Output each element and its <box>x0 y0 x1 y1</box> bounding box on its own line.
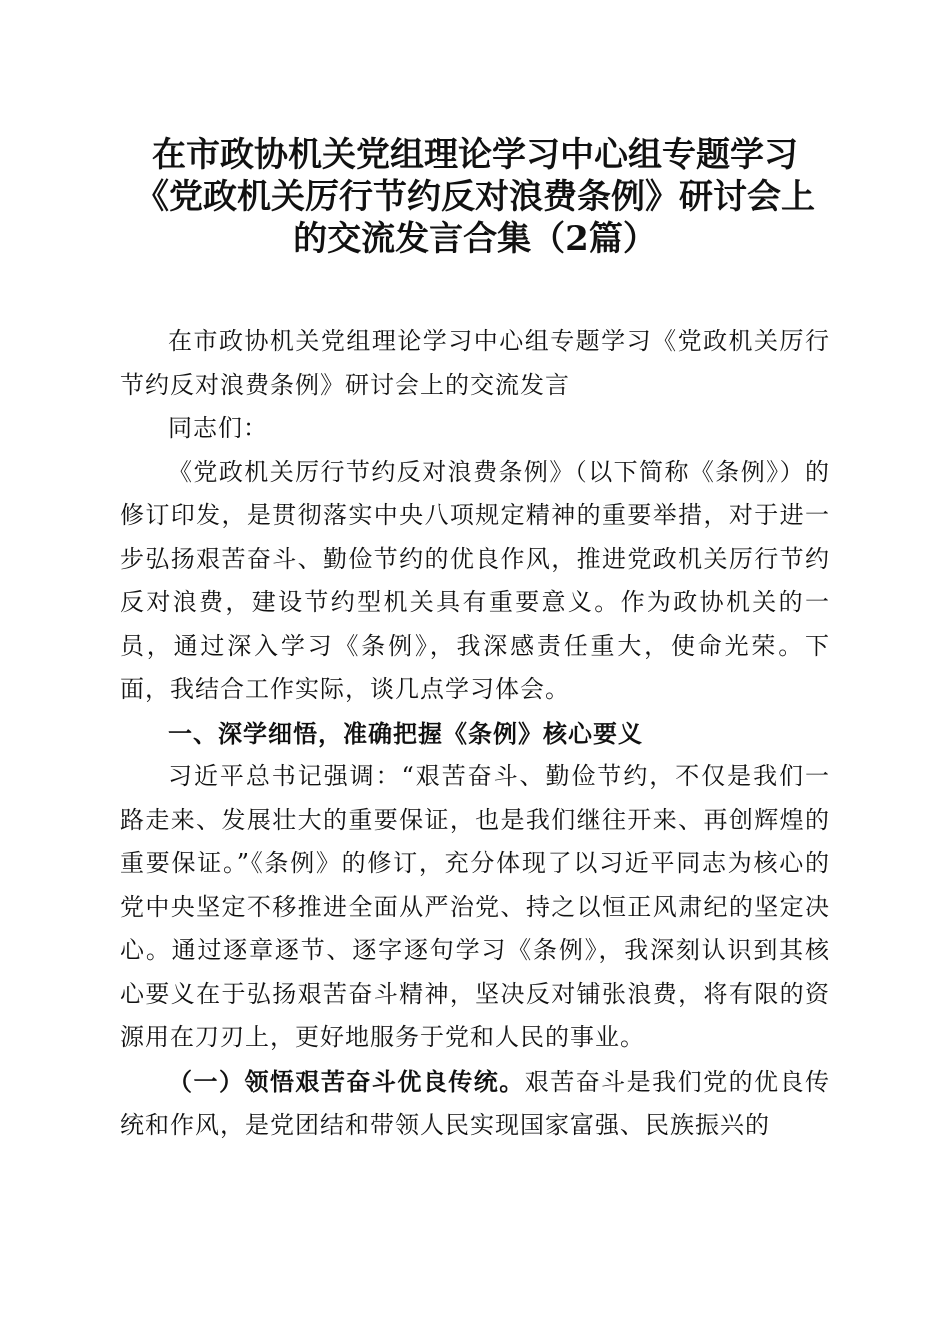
title-line-1: 在市政协机关党组理论学习中心组专题学习 <box>152 135 798 175</box>
title-line-3: 的交流发言合集（2篇） <box>293 219 657 259</box>
section-heading-1: 一、深学细悟，准确把握《条例》核心要义 <box>168 718 643 748</box>
subsection-body-1: 艰苦奋斗是我们党的优良传统和作风，是党团结和带领人民实现国家富强、民族振兴的 <box>120 1067 831 1139</box>
subsection-paragraph-1 <box>120 1060 830 1148</box>
title-line-2: 《党政机关厉行节约反对浪费条例》研讨会上 <box>135 177 815 217</box>
section-paragraph-1: 习近平总书记强调：“艰苦奋斗、勤俭节约，不仅是我们一路走来、发展壮大的重要保证，也是我们继往开来、再创辉煌的重要保证。”《条例》的修订，充分体现了以习近平同志为核心的党中央坚定不移推进全面从严治党、持之以恒正风肃纪的坚定决心。通过逐章逐节、逐字逐句学习《条例》，我深刻认识到其核心要义在于弘扬艰苦奋斗精神，坚决反对铺张浪费，将有限的资源用在刀刃上，更好地服务于党和人民的事业。 <box>120 762 830 1051</box>
document-title <box>120 134 830 260</box>
subsection-lead-1: （一）领悟艰苦奋斗优良传统。 <box>168 1066 525 1096</box>
intro-paragraph: 《党政机关厉行节约反对浪费条例》（以下简称《条例》）的修订印发，是贯彻落实中央八项规定精神的重要举措，对于进一步弘扬艰苦奋斗、勤俭节约的优良作风，推进党政机关厉行节约反对浪费，建设节约型机关具有重要意义。作为政协机关的一员，通过深入学习《条例》，我深感责任重大，使命光荣。下面，我结合工作实际，谈几点学习体会。 <box>120 457 830 703</box>
document-body <box>120 320 830 1148</box>
speech-subtitle: 在市政协机关党组理论学习中心组专题学习《党政机关厉行节约反对浪费条例》研讨会上的交流发言 <box>120 327 830 399</box>
salutation: 同志们： <box>168 414 268 442</box>
